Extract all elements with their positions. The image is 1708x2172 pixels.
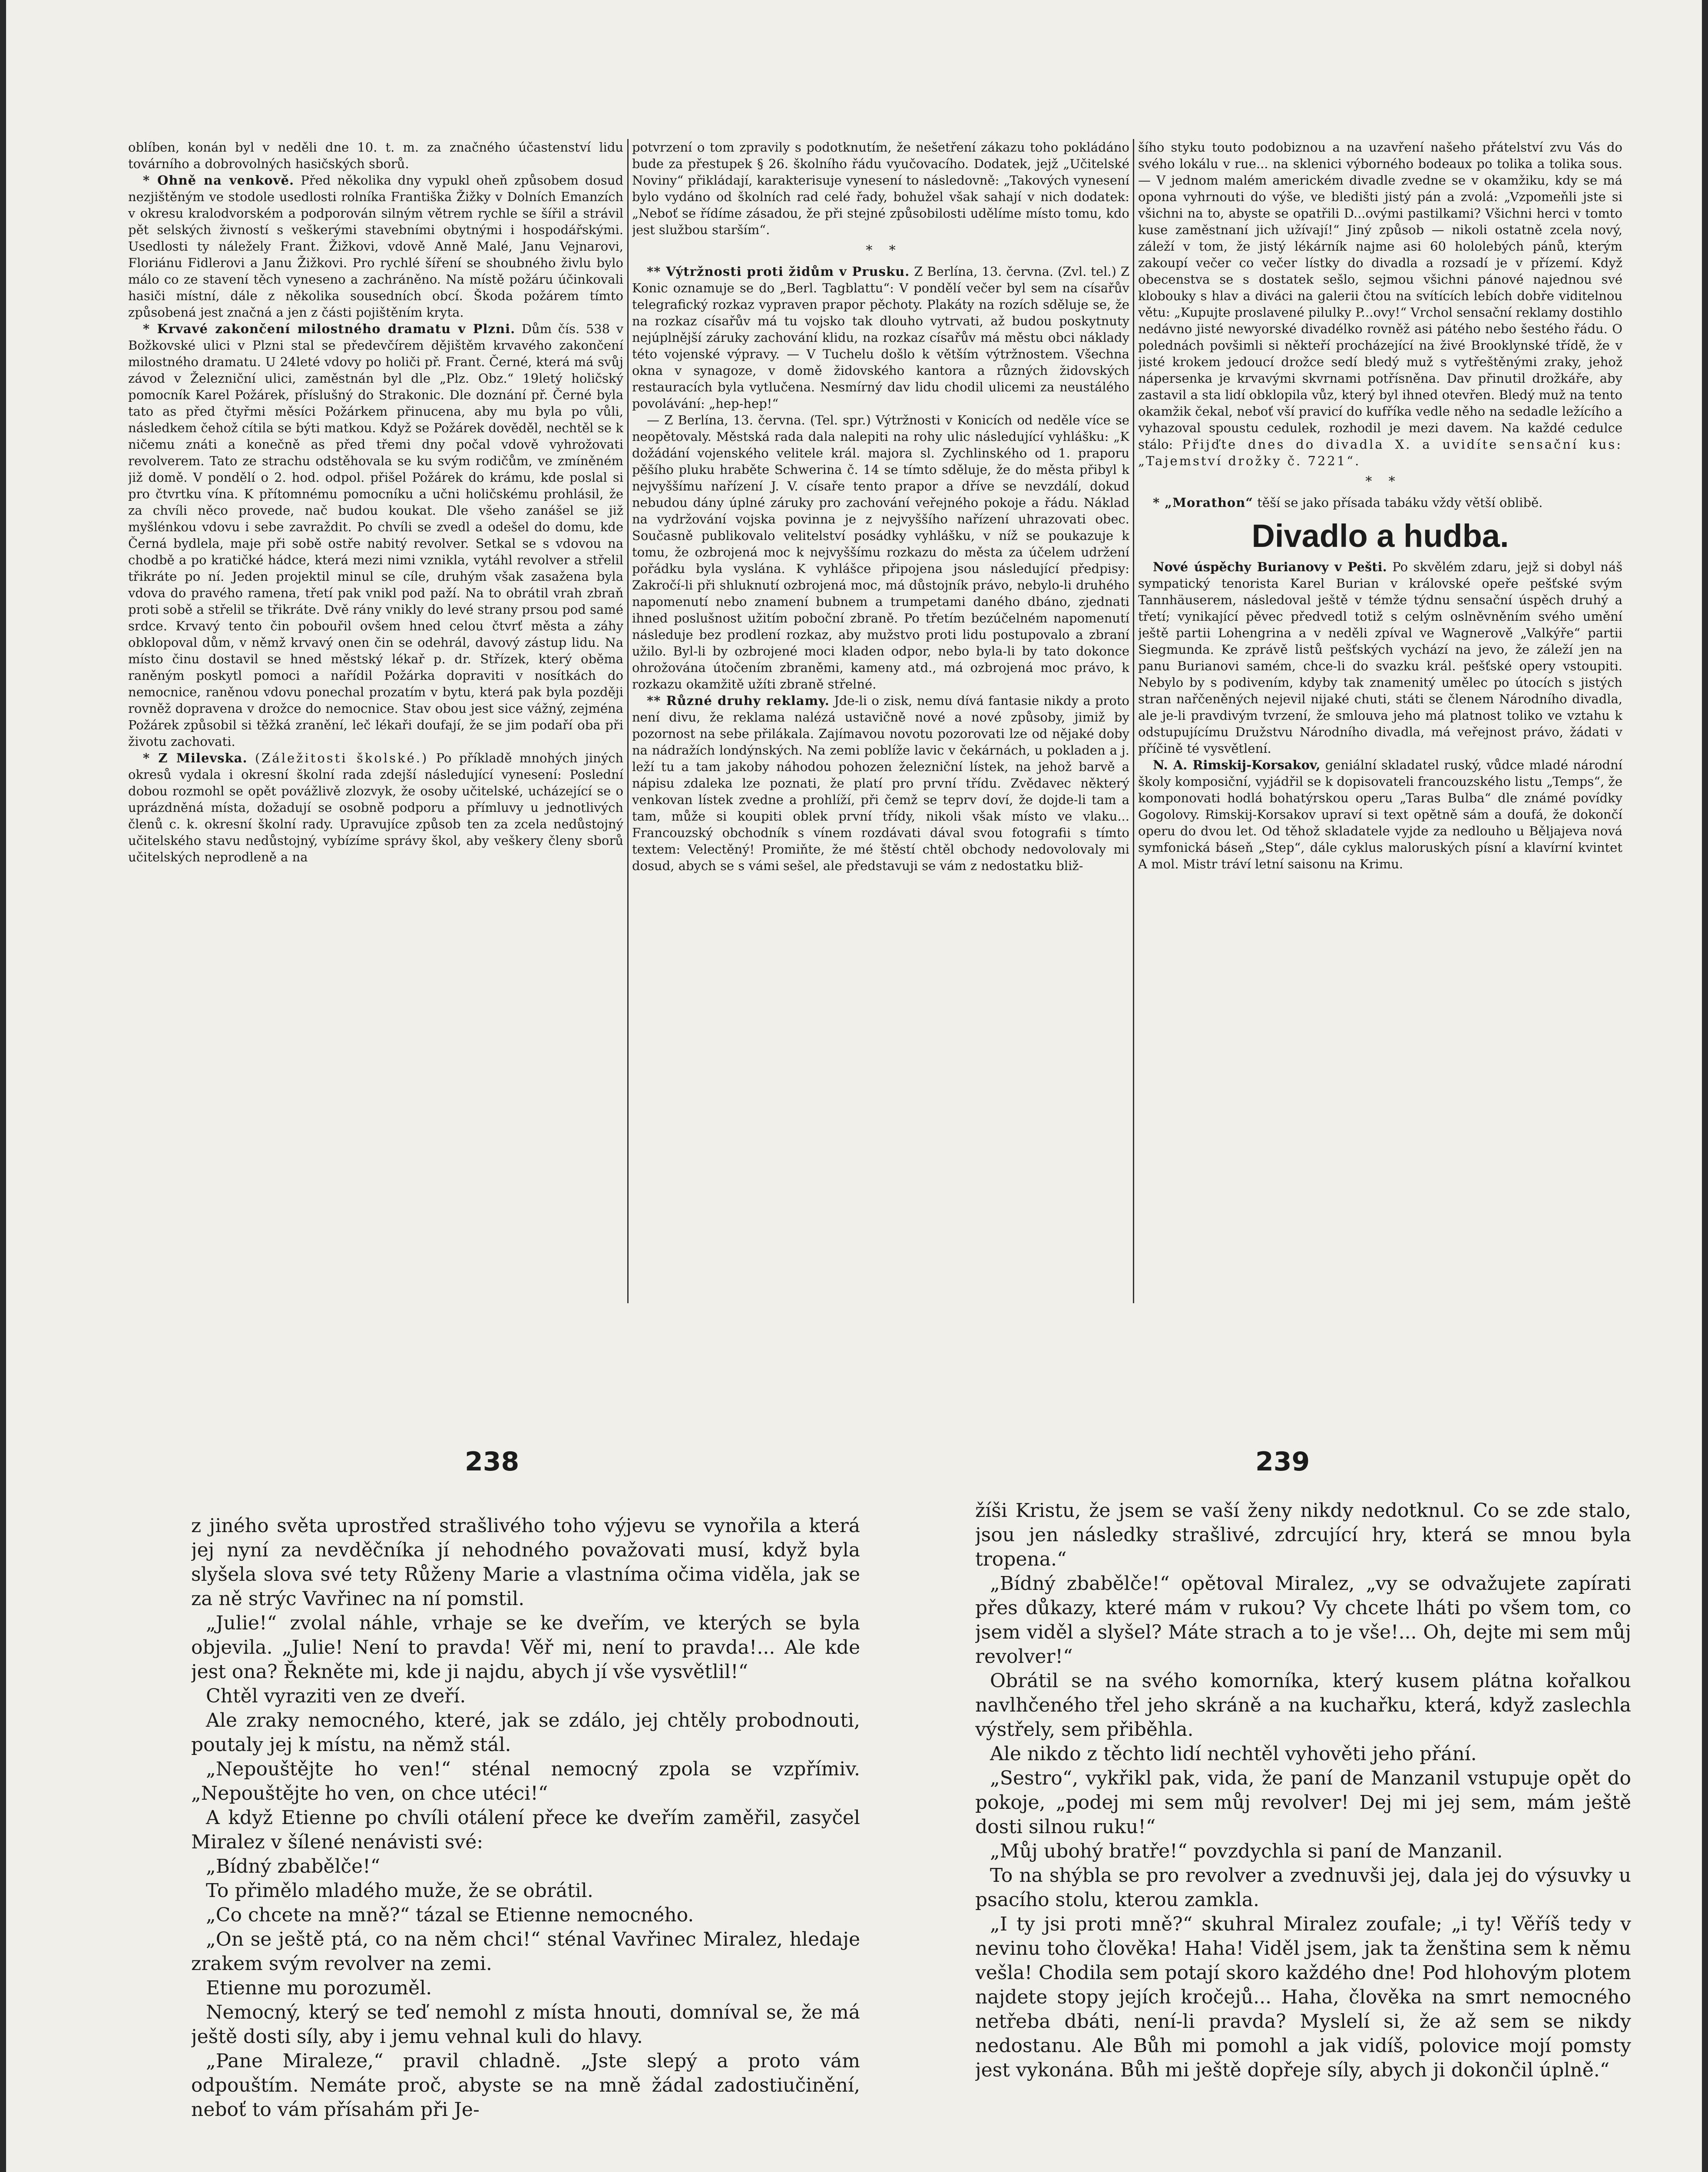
news-column-1 [128,139,623,1308]
column-rule-1 [627,139,629,1303]
page-number-left: 238 [465,1447,520,1477]
section-title-theatre-music: Divadlo a hudba. [1251,518,1509,554]
novel-paragraph: „I ty jsi proti mně?“ skuhral Miralez zoufale; „i ty! Věříš tedy v nevinu toho člověka! Haha! Viděl jsem, jak ta ženština sem k němu vešla! Chodila sem potají skoro každého dne! Pod hlohovým plotem najdete stopy jejích kročejů... Haha, člověka na smrt nemocného netřeba dbáti, není-li pravda? Myslelí si, že až sem se nikdy nedostanu. Ale Bůh mi pomohl a jak vidíš, polovice mojí pomsty jest vykonána. Bůh mi ještě dopřeje síly, abych ji dokončil úplně.“ [975,1913,1631,2081]
novel-paragraph: Etienne mu porozuměl. [206,1977,432,1999]
novel-paragraph: „Bídný zbabělče!“ [206,1855,381,1877]
column-2-paragraph-2: ** Výtržnosti proti židům v Prusku. Z Berlína, 13. června. (Zvl. tel.) Z Konic oznamuje se do „Berl. Tagblattu“: V pondělí večer byl sem na císařův telegrafický rozkaz vypraven prapor pěchoty. Plakáty na rozích sděluje se, že na rozkaz císařův má tu vojsko tak dlouho vytrvati, až budou poskytnuty nejúplnější záruky zachování klidu, na rozkaz císařův má městu obci náklady této vojenské výpravy. — V Tuchelu došlo k větším výtržnostem. Všechna okna v synagoze, v domě židovského kantora a různých židovských restauracích byla vytlučena. Nesmírný dav lidu chodil ulicemi za neustálého povolávání: „hep-hep!“ [632,264,1129,411]
novel-paragraph: „Bídný zbabělče!“ opětoval Miralez, „vy se odvažujete zapírati přes důkazy, které mám v rukou? Vy chcete lháti po všem tom, co jsem viděl a slyšel? Máte strach a to je vše!... Oh, dejte mi sem můj revolver!“ [975,1573,1631,1668]
column-3-paragraph-4: N. A. Rimskij-Korsakov, geniální skladatel ruský, vůdce mladé národní školy komposiční, vyjádřil se k dopisovateli francouzského listu „Temps“, že komponovati hodlá bohatýrskou operu „Taras Bulba“ dle známé povídky Gogolovy. Rimskij-Korsakov upraví si text opětně sám a doufá, že dokončí operu do dvou let. Od těhož skladatele vyjde za nedlouho u Běljajeva nová symfonická báseň „Step“, dále cyklus maloruských písní a klavírní kvintet A mol. Mistr tráví letní saisonu na Krimu. [1138,758,1622,871]
column-1-paragraph-2: * Ohně na venkově. Před několika dny vypukl oheň způsobem dosud nezjištěným ve stodole usedlosti rolníka Františka Žižky v Dolních Emanzích v okresu kralodvorském a podporován silným větrem rychle se šířil a strávil pět selských živností s veškerými stavebními obytnými i hospodářskými. Usedlosti ty náležely Frant. Žižkovi, vdově Anně Malé, Janu Vejnarovi, Floriánu Fidlerovi a Janu Žižkovi. Pro rychlé šíření se shoubného živlu bylo málo co ze stavení těch vyneseno a zachráněno. Na místě požáru účinkovali hasiči místní, dále z několika sousedních obcí. Škoda požárem tímto způsobená jest značná a jen z části pojištěním kryta. [128,173,623,320]
novel-paragraph: žíši Kristu, že jsem se vaší ženy nikdy nedotknul. Co se zde stalo, jsou jen následky strašlivé, zdrcující hry, která se mnou byla tropena.“ [975,1500,1631,1570]
novel-paragraph: „Julie!“ zvolal náhle, vrhaje se ke dveřím, ve kterých se byla objevila. „Julie! Není to pravda! Věř mi, není to pravda!... Ale kde jest ona? Řekněte mi, kde ji najdu, abych jí vše vysvětlil!“ [191,1612,860,1683]
headline-burian: Nové úspěchy Burianovy v Pešti. [1153,560,1387,574]
headline-fires: * Ohně na venkově. [143,173,295,188]
novel-paragraph: z jiného světa uprostřed strašlivého toho výjevu se vynořila a která jej nyní za nevděčníka jí nehodného považovati musí, když byla slyšela slova své tety Růženy Marie a vlastníma očima viděla, jak se za ně strýc Vavřinec na ní pomstil. [191,1515,860,1610]
separator-asterisks: * * [866,243,896,258]
novel-paragraph: Nemocný, který se teď nemohl z místa hnouti, domníval se, že má ještě dosti síly, aby i jemu vehnal kuli do hlavy. [191,2001,860,2048]
left-binding-edge [0,0,6,2172]
novel-page-left [191,1514,860,2172]
column-3-paragraph-1: šího styku touto podobiznou a na uzavření našeho přátelství zvu Vás do svého lokálu v rue... na sklenici výborného bodeaux po tolika a tolika sous. — V jednom malém americkém divadle zvedne se v okamžiku, kdy se má opona vyhrnouti do výše, ve bledišti jistý pán a zvolá: „Vzpomeňli jste si všichni na to, abyste se opatřili D...ovými pastilkami? Všichni herci v tomto kuse zaměstnaní jich užívají!“ Jiný způsob — nikoli ostatně zcela nový, záleží v tom, že jistý lékárník najme asi 60 hololebých pánů, kterým zakoupí večer co večer lístky do divadla a rozsadí je v přízemí. Když obecenstva se s dostatek sešlo, sejmou všichni pánové najednou své klobouky s hlav a diváci na galerii čtou na svítících lebích dobře viditelnou větu: „Kupujte proslavené pilulky P...ovy!“ Vrchol sensační reklamy dostihlo nedávno jisté newyorské divadélko rovněž asi pátého nebo šestého řádu. O polednách povšimli si někteří procházející na živé Brooklynské třídě, že v jisté krokem jedoucí drožce sedí bledý muž s vytřeštěnými zraky, jehož nápersenka je krvavými skvrnami potřísněna. Dav přinutil drožkáře, aby zastavil a sta lidí obklopila vůz, který byl ihned otevřen. Bledý muž na tento okamžik čekal, neboť vší pravicí do kufříka vedle něho na sedadle ležícího a vyhazoval spoustu cedulek, rozhodil je mezi davem. Na každé cedulce stálo: Přijďte dnes do divadla X. a uvidíte sensační kus: „Tajemství drožky č. 7221“. [1138,140,1622,468]
headline-rimsky-korsakov: N. A. Rimskij-Korsakov, [1153,758,1321,772]
column-1-paragraph-3: * Krvavé zakončení milostného dramatu v Plzni. Dům čís. 538 v Božkovské ulici v Plzni stal se předevčírem dějištěm krvavého zakončení milostného dramatu. U 24leté vdovy po holiči př. Frant. Černé, která má svůj závod v Železniční ulici, zaměstnán byl dle „Plz. Obz.“ 19letý holičský pomocník Karel Požárek, příslušný do Strakonic. Dle doznání př. Černé byla tato as před čtyřmi měsíci Požárkem přinucena, aby mu byla po vůli, následkem čehož cítila se býti matkou. Když se Požárek dověděl, nechtěl se k ničemu znáti a konečně as před třemi dny počal vdově vyhrožovati revolverem. Tato ze strachu odstěhovala se ku svým rodičům, ve zmíněném již domě. V pondělí o 2. hod. odpol. přišel Požárek do krámu, kde poslal si pro čtvrtku vína. K přítomnému pomocníku a učni holičskému prohlásil, že za chvíli něco provede, nač budou koukat. Dle všeho zanášel se již myšlénkou vdovu i sebe zavraždit. Po chvíli se zvedl a odešel do domu, kde Černá bydlela, maje při sobě ostře nabitý revolver. Setkal se s vdovou na chodbě a po kratičké hádce, která mezi nimi vznikla, vytáhl revolver a střelil třikráte po ní. Jeden projektil minul se cíle, druhým však zasažena byla vdova do pravého ramena, třetí pak vnikl pod paží. Na to obrátil vrah zbraň proti sobě a střelil se třikráte. Dvě rány vnikly do levé strany prsou pod samé srdce. Krvavý tento čin pobouřil ovšem hned celou čtvrť města a záhy obklopoval dům, v němž krvavý onen čin se odehrál, davový zástup lidu. Na místo činu dostavil se hned městský lékař p. dr. Střízek, který oběma raněným poskytl pomoci a nařídil Požárka dopraviti v nosítkách do nemocnice, raněnou vdovu ponechal prozatím v bytu, která pak byla později rovněž dopravena v drožce do nemocnice. Stav obou jest sice vážný, zejména Požárek způsobil si těžká zranění, leč lékaři doufají, že se jim podaří oba při životu zachovati. [128,321,623,749]
novel-paragraph: To přimělo mladého muže, že se obrátil. [206,1880,593,1902]
separator-asterisks: * * [1365,474,1395,489]
novel-paragraph: „Nepouštějte ho ven!“ sténal nemocný zpola se vzpřímiv. „Nepouštějte ho ven, on chce utéci!“ [191,1758,860,1804]
novel-paragraph: „Můj ubohý bratře!“ povzdychla si paní de Manzanil. [990,1840,1503,1862]
page-number-right: 239 [1255,1447,1310,1477]
column-1-paragraph-1: oblíben, konán byl v neděli dne 10. t. m. za značného účastenství lidu továrního a dobrovolných hasičských sborů. [128,140,623,171]
column-3-paragraph-2: * „Morathon“ těší se jako přísada tabáku vždy větší oblibě. [1153,495,1543,510]
novel-page-right [975,1499,1631,2172]
novel-paragraph: Obrátil se na svého komorníka, který kusem plátna kořalkou navlhčeného třel jeho skráně a na kuchařku, která, když zaslechla výstřely, sem přiběhla. [975,1670,1631,1741]
novel-paragraph: Ale nikdo z těchto lidí nechtěl vyhověti jeho přání. [990,1743,1477,1765]
novel-paragraph: „Pane Miraleze,“ pravil chladně. „Jste slepý a proto vám odpouštím. Nemáte proč, abyste se na mně žádal zadostiučinění, neboť to vám přísahám při Je- [191,2050,860,2121]
headline-plzen-drama: * Krvavé zakončení milostného dramatu v Plzni. [143,321,516,336]
news-column-2 [632,139,1129,1308]
novel-paragraph: „On se ještě ptá, co na něm chci!“ sténal Vavřinec Miralez, hledaje zrakem svým revolver na zemi. [191,1928,860,1975]
novel-paragraph: „Co chcete na mně?“ tázal se Etienne nemocného. [206,1904,694,1926]
novel-paragraph: A když Etienne po chvíli otálení přece ke dveřím zaměřil, zasyčel Miralez v šílené nenávisti své: [191,1807,860,1853]
novel-paragraph: Ale zraky nemocného, které, jak se zdálo, jej chtěly probodnouti, poutaly jej k místu, na němž stál. [191,1709,860,1756]
novel-paragraph: To na shýbla se pro revolver a zvednuvši jej, dala jej do výsuvky u psacího stolu, kterou zamkla. [975,1864,1631,1911]
news-column-3 [1138,139,1622,1308]
right-binding-edge [1702,0,1708,2172]
headline-advertising: ** Různé druhy reklamy. [647,693,830,708]
column-3-paragraph-3: Nové úspěchy Burianovy v Pešti. Po skvělém zdaru, jejž si dobyl náš sympatický tenorista Karel Burian v královské opeře pešťské svým Tannhäuserem, následoval ještě v témže týdnu sensační úspěch druhý a třetí; vynikající pěvec předvedl totiž s celým oslněvněním svého umění ještě partii Lohengrina a v neděli zpíval ve Wagnerově „Valkýře“ partii Siegmunda. Ke zprávě listů pešťských vychází na jevo, že záleží jen na panu Burianovi samém, chce-li do svazku král. pešťské opery vstoupiti. Nebylo by s podivením, kdyby tak znamenitý umělec po útocích s jistých stran nařčeněných nejevil nijaké chuti, státi se členem Národního divadla, ale je-li pravdivým tvrzení, že smlouva jeho má platnost toliko ve vztahu k odstupujícímu Družstvu Národního divadla, má veřejnost právo, žádati v příčině té vysvětlení. [1138,560,1622,756]
column-rule-2 [1133,139,1134,1303]
headline-milevsko: * Z Milevska. [143,751,248,765]
novel-paragraph: Chtěl vyraziti ven ze dveří. [206,1685,466,1707]
column-2-paragraph-4: ** Různé druhy reklamy. Jde-li o zisk, nemu dívá fantasie nikdy a proto není divu, že reklama nalézá ustavičně nové a nové způsoby, jimiž by pozornost na sebe přilákala. Zajímavou novotu pozorovati lze od nějaké doby na nádražích londýnských. Na zemi poblíže lavic v čekárnách, u pokladen a j. leží tu a tam jakoby náhodou pohozen železniční lístek, na jehož barvě a nápisu zdaleka lze poznati, že platí pro první třídu. Zvědavec některý venkovan lístek zvedne a prohlíží, při čemž se teprv doví, že dojde-li tam a tam, může si koupiti oblek první třídy, nikoli však místo ve vlaku... Francouzský obchodník s vínem rozdávati dával svou fotografii s tímto textem: Velectěný! Promiňte, že mé štěstí chtěl obchody nedovolovaly mi dosud, abych se s vámi sešel, ale představuji se vám z nedostatku bliž- [632,693,1129,873]
novel-paragraph: „Sestro“, vykřikl pak, vida, že paní de Manzanil vstupuje opět do pokoje, „podej mi sem můj revolver! Dej mi jej sem, mám ještě dosti silnou ruku!“ [975,1767,1631,1838]
column-1-paragraph-4: * Z Milevska. (Záležitosti školské.) Po příkladě mnohých jiných okresů vydala i okresní školní rada zdejší následující vynesení: Poslední dobou rozmohl se opět povážlivě zlozvyk, že osoby učitelské, ucházející se o uprázdněná místa, dožadují se osobně podporu a přímluvy u jednotlivých členů c. k. okresní školní rady. Upravujíce způsob ten za zcela nedůstojný učitelského stavu nedůstojný, vybízíme správy škol, aby veškery členy sborů učitelských neprodleně a na [128,751,623,864]
column-2-paragraph-3: — Z Berlína, 13. června. (Tel. spr.) Výtržnosti v Konicích od neděle více se neopětovaly. Městská rada dala nalepiti na rohy ulic následující vyhlášku: „K dožádání vojenského velitele král. majora sl. Zychlinského od 1. praporu pěšího pluku hraběte Schwerina č. 14 se tímto sděluje, že do města přibyl k nejvyššímu nařízení J. V. císaře tento prapor a dříve se nevzdálí, dokud nebudou dány úplné záruky pro zachování veřejného pokoje a řádu. Náklad na vydržování vojska povinna je z nejvyššího nařízení uhrazovati obec. Současně publikovalo velitelství posádky vyhlášku, v níž se poukazuje k tomu, že ozbrojená moc k nejvyššímu rozkazu do města za účelem udržení pořádku byla vyslána. K vyhlášce připojena jsou následující předpisy: Zakročí-li při shluknutí ozbrojená moc, má důstojník právo, nebylo-li druhého napomenutí nebo znamení bubnem a trumpetami daného dbáno, zjednati ihned poslušnost užitím poboční zbraně. Po třetím bezúčelném napomenutí následuje bez prodlení rozkaz, aby mužstvo proti lidu postupovalo a zbraní užilo. Byl-li by ozbrojené moci kladen odpor, nebo byla-li by tato dokonce ohrožována útočením zbraněmi, kameny atd., má ozbrojená moc právo, k rozkazu okamžitě užíti zbraně střelné. [632,413,1129,692]
headline-prussia-riots: ** Výtržnosti proti židům v Prusku. [647,264,910,279]
column-2-paragraph-1: potvrzení o tom zpravily s podotknutím, že nešetření zákazu toho pokládáno bude za přestupek § 26. školního řádu vyučovacího. Dodatek, jejž „Učitelské Noviny“ přikládají, karakterisuje vynesení to následovně: „Takových vynesení bylo vydáno od školních rad celé řady, bohužel však sahají v nich dodatek: „Neboť se řídíme zásadou, že při stejné způsobilosti udělíme místo tomu, kdo jest službou starším“. [632,140,1129,237]
